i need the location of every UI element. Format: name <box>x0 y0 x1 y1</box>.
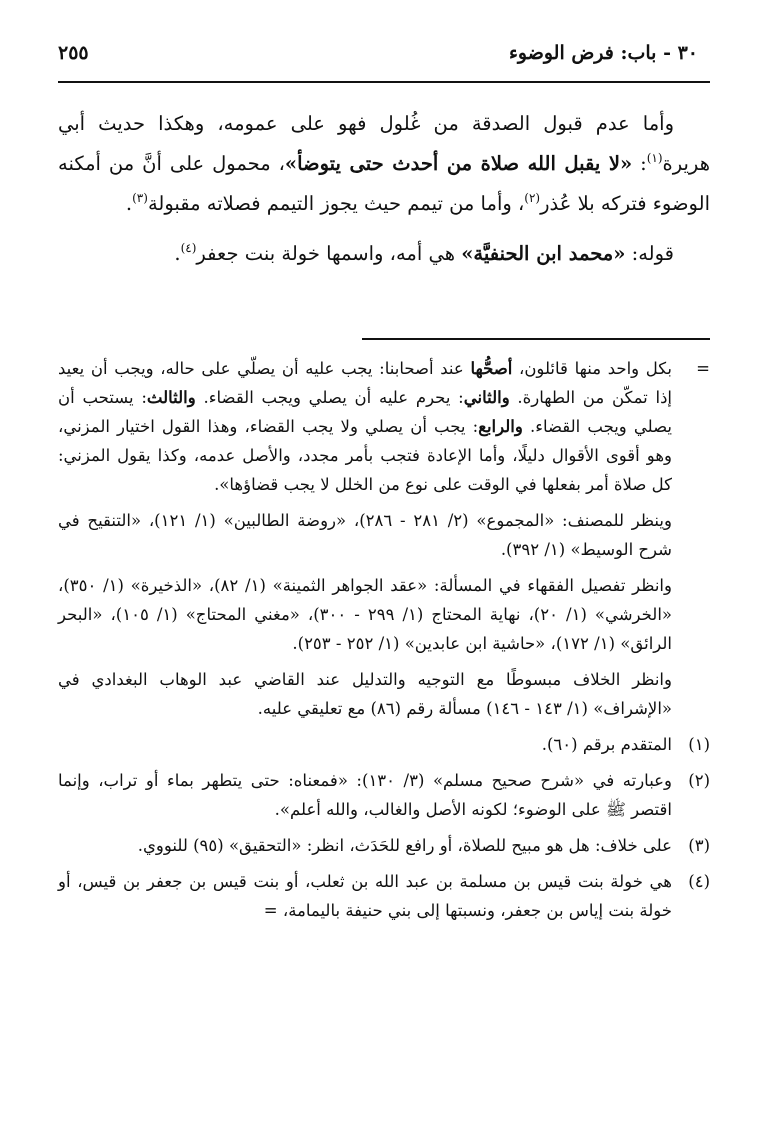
footnote-ref-paragraph: وانظر تفصيل الفقهاء في المسألة: «عقد الجواهر الثمينة» (١/ ٨٢)، «الذخيرة» (١/ ٣٥٠)، «الخرشي» (١/ ٢٠)، نهاية المحتاج (١/ ٢٩٩ - ٣٠٠)، «مغني المحتاج» (١/ ١٠٥)، «البحر الرائق» (١/ ١٧٢)، «حاشية ابن عابدين» (١/ ٢٥٢ - ٢٥٣). <box>58 576 673 653</box>
footnote-3: (٣) على خلاف: هل هو مبيح للصلاة، أو رافع للحَدَث، انظر: «التحقيق» (٩٥) للنووي. <box>58 831 710 860</box>
footnotes <box>58 354 710 932</box>
footnote-ref-4: (٤) <box>180 241 197 255</box>
footnote-ref-1: (١) <box>646 151 663 165</box>
footnote-2: (٢) وعبارته في «شرح صحيح مسلم» (٣/ ١٣٠): «فمعناه: حتى يتطهر بماء أو تراب، وإنما اقتصر ﷺ على الوضوء؛ لكونه الأصل والغالب، والله أعلم». <box>58 766 710 824</box>
footnote-1-marker: (١) <box>688 735 710 754</box>
footnote-ref-paragraph: وانظر الخلاف مبسوطًا مع التوجيه والتدليل عند القاضي عبد الوهاب البغدادي في «الإشراف» (١/ ١٤٣ - ١٤٦) مسألة رقم (٨٦) مع تعليقي عليه. <box>58 670 672 718</box>
header-rule <box>58 81 710 83</box>
footnote-3-marker: (٣) <box>688 836 710 855</box>
footnote-continuation: = بكل واحد منها قائلون، أصحُّها عند أصحابنا: يجب عليه أن يصلّي على حاله، ويجب أن يعيد إذا تمكّن من الطهارة. والثاني: يحرم عليه أن يصلي ويجب القضاء. والثالث: يستحب أن يصلي ويجب القضاء. والرابع: يجب أن يصلي ولا يجب القضاء، وهذا القول اختيار المزني، وهو أقوى الأقوال دليلًا، وأما الإعادة فتجب بأمر مجدد، والأصل عدمه، وكذا يقول المزني: كل صلاة أمر بفعلها في الوقت على نوع من الخلل لا يجب قضاؤها». <box>58 354 710 499</box>
footnote-ref-paragraph: وينظر للمصنف: «المجموع» (٢/ ٢٨١ - ٢٨٦)، «روضة الطالبين» (١/ ١٢١)، «التنقيح في شرح الوسيط» (١/ ٣٩٢). <box>58 511 672 559</box>
footnote-separator <box>362 338 710 340</box>
footnote-4-marker: (٤) <box>688 872 710 891</box>
continuation-marker: = <box>696 359 710 378</box>
main-paragraph-1: وأما عدم قبول الصدقة من غُلول فهو على عمومه، وهكذا حديث أبي هريرة$^{(١)}$: «لا يقبل الله صلاة من أحدث حتى يتوضأ»، محمول على أنَّ من أمكنه الوضوء فتركه بلا عُذر$^{(٢)}$، وأما من تيمم حيث يجوز التيمم فصلاته مقبولة$^{(٣)}$. <box>58 112 710 215</box>
page-header <box>58 42 698 64</box>
main-paragraph-2: قوله: «محمد ابن الحنفيَّة» هي أمه، واسمها خولة بنت جعفر$^{(٤)}$. <box>174 241 674 265</box>
main-text <box>58 104 710 274</box>
hadith-quote: «لا يقبل الله صلاة من أحدث حتى يتوضأ» <box>284 152 633 175</box>
quoted-name: «محمد ابن الحنفيَّة» <box>461 242 626 265</box>
footnote-ref-2: (٢) <box>524 191 541 205</box>
chapter-title: ٣٠ - باب: فرض الوضوء <box>508 42 698 64</box>
footnote-1: (١) المتقدم برقم (٦٠). <box>58 730 710 759</box>
footnote-2-marker: (٢) <box>688 771 710 790</box>
page-number: ٢٥٥ <box>58 42 89 64</box>
footnote-ref-3: (٣) <box>132 191 148 205</box>
footnote-4: (٤) هي خولة بنت قيس بن مسلمة بن عبد الله بن ثعلب، أو بنت قيس بن جعفر بن قيس، أو خولة بنت إياس بن جعفر، ونسبتها إلى بني حنيفة باليمامة، = <box>58 867 710 925</box>
